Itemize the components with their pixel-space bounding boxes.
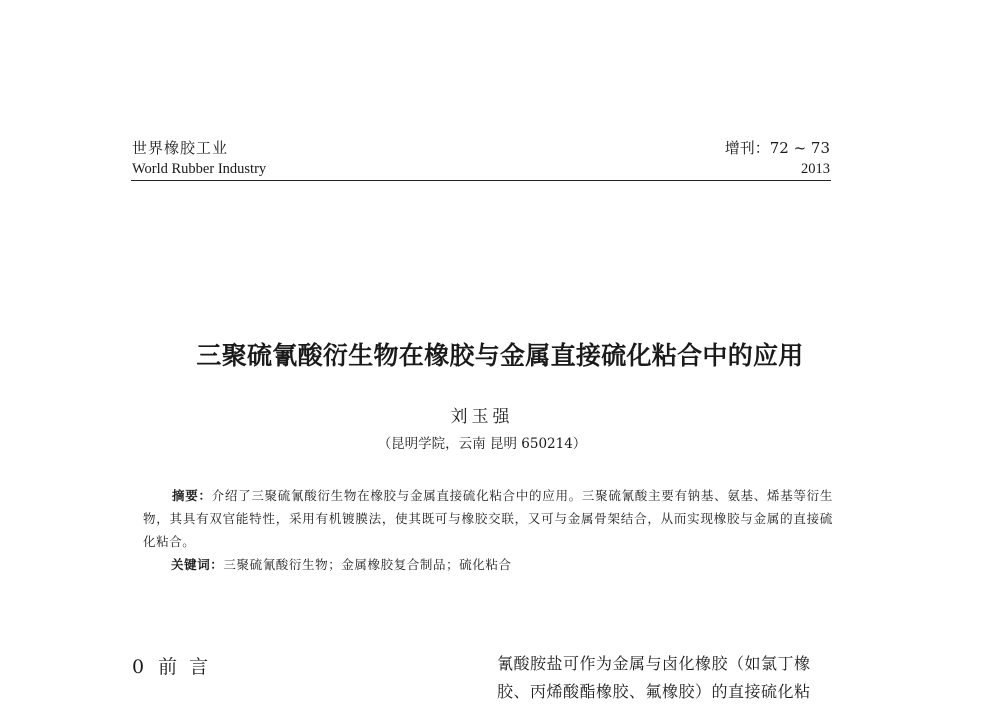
section-number: 0: [132, 656, 145, 678]
issue-pages: 增刊：72 ~ 73: [724, 139, 830, 157]
author-affiliation: （昆明学院，云南 昆明 650214）: [377, 436, 587, 452]
abstract-label: 摘要：: [172, 488, 212, 503]
publication-year: 2013: [801, 161, 830, 177]
journal-name-cn: 世界橡胶工业: [132, 139, 229, 157]
article-author: 刘玉强: [450, 407, 514, 427]
keywords: [171, 555, 831, 573]
abstract-text: 介绍了三聚硫氰酸衍生物在橡胶与金属直接硫化粘合中的应用。三聚硫氰酸主要有钠基、氨基、烯基等衍生物，其具有双官能特性，采用有机镀膜法，使其既可与橡胶交联，又可与金属骨架结合，从而实现橡胶与金属的直接硫化粘合。: [143, 488, 833, 549]
section-title: 前言: [158, 656, 221, 678]
right-column-text: [497, 650, 832, 706]
body-line: 胶、丙烯酸酯橡胶、氟橡胶）的直接硫化粘: [497, 682, 811, 701]
journal-name-en: World Rubber Industry: [132, 161, 267, 177]
keywords-label: 关键词：: [171, 557, 224, 572]
body-line: 氰酸胺盐可作为金属与卤化橡胶（如氯丁橡: [497, 654, 811, 673]
keywords-text: 三聚硫氰酸衍生物；金属橡胶复合制品；硫化粘合: [223, 557, 512, 572]
article-title: 三聚硫氰酸衍生物在橡胶与金属直接硫化粘合中的应用: [196, 341, 804, 370]
section-heading: [132, 652, 220, 679]
abstract: [143, 484, 833, 553]
header-rule: [131, 180, 831, 181]
